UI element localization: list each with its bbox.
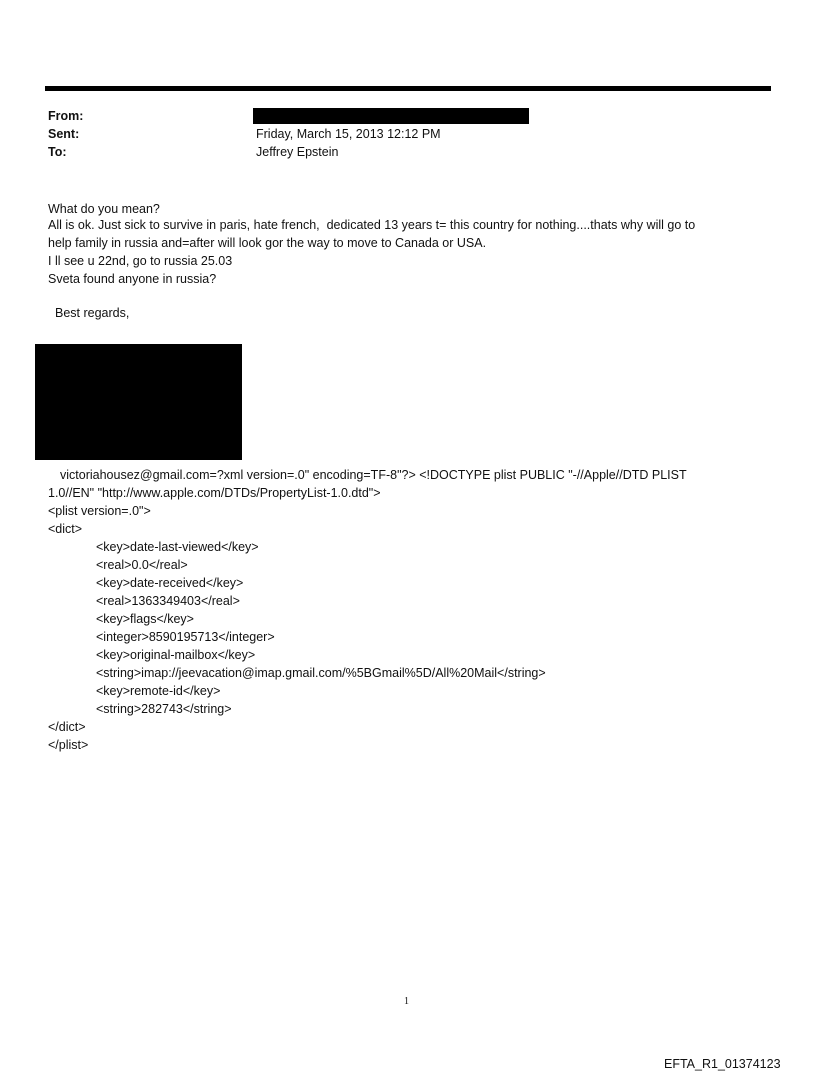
plist-line: <integer>8590195713</integer> bbox=[96, 630, 275, 644]
plist-line: <string>imap://jeevacation@imap.gmail.com/%5BGmail%5D/All%20Mail</string> bbox=[96, 666, 546, 680]
plist-line: <key>original-mailbox</key> bbox=[96, 648, 256, 662]
message-line: help family in russia and=after will look gor the way to move to Canada or USA. bbox=[48, 236, 487, 250]
plist-line: <real>1363349403</real> bbox=[96, 594, 240, 608]
message-line: What do you mean? bbox=[48, 202, 160, 216]
header-rule bbox=[45, 86, 771, 91]
closing-line: Best regards, bbox=[55, 306, 130, 320]
message-line: All is ok. Just sick to survive in paris, hate french, dedicated 13 years t= this country for nothing....thats why will go to bbox=[48, 218, 696, 232]
from-label: From: bbox=[48, 109, 84, 123]
plist-line: </dict> bbox=[48, 720, 86, 734]
signature-email-line: victoriahousez@gmail.com=?xml version=.0" encoding=TF-8"?> <!DOCTYPE plist PUBLIC "-//Apple//DTD PLIST bbox=[60, 468, 687, 482]
plist-line: <real>0.0</real> bbox=[96, 558, 188, 572]
plist-line: <key>date-received</key> bbox=[96, 576, 244, 590]
plist-line: <plist version=.0"> bbox=[48, 504, 151, 518]
sent-value: Friday, March 15, 2013 12:12 PM bbox=[256, 127, 441, 141]
plist-line: <dict> bbox=[48, 522, 83, 536]
document-id: EFTA_R1_01374123 bbox=[664, 1057, 781, 1071]
plist-line: <string>282743</string> bbox=[96, 702, 232, 716]
plist-line: </plist> bbox=[48, 738, 89, 752]
sent-label: Sent: bbox=[48, 127, 80, 141]
message-line: I ll see u 22nd, go to russia 25.03 bbox=[48, 254, 233, 268]
plist-line: 1.0//EN" "http://www.apple.com/DTDs/PropertyList-1.0.dtd"> bbox=[48, 486, 381, 500]
plist-line: <key>remote-id</key> bbox=[96, 684, 221, 698]
redacted-signature bbox=[35, 344, 242, 460]
plist-line: <key>date-last-viewed</key> bbox=[96, 540, 259, 554]
plist-line: <key>flags</key> bbox=[96, 612, 194, 626]
message-line: Sveta found anyone in russia? bbox=[48, 272, 217, 286]
redacted-sender bbox=[253, 108, 529, 124]
page-number: 1 bbox=[404, 996, 409, 1007]
to-value: Jeffrey Epstein bbox=[256, 145, 339, 159]
to-label: To: bbox=[48, 145, 67, 159]
